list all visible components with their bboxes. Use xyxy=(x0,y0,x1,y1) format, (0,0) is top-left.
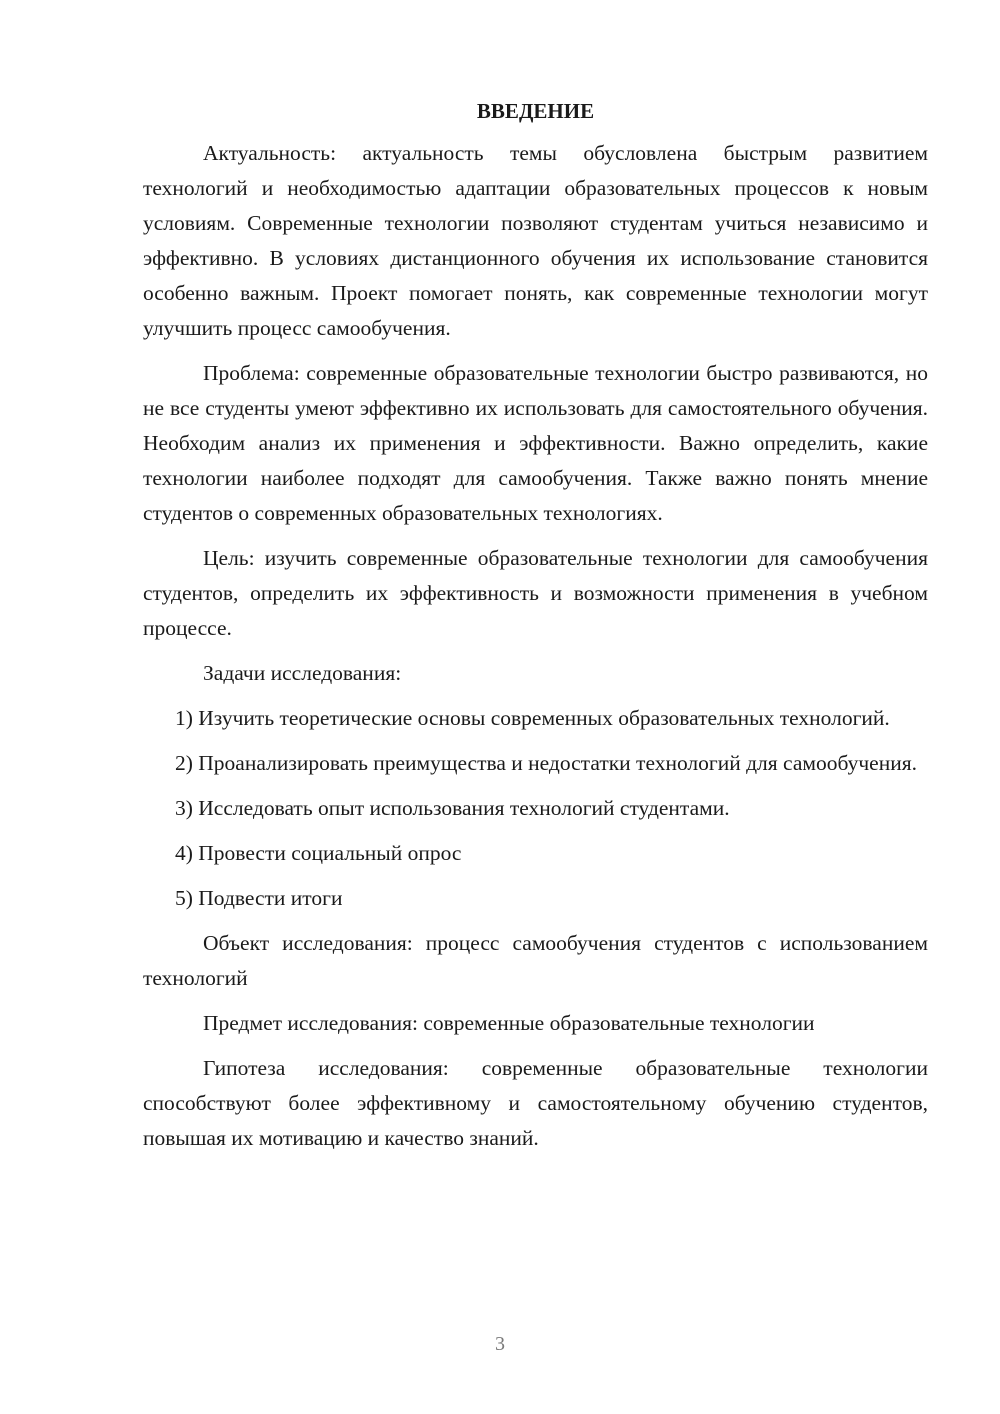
paragraph-hypothesis: Гипотеза исследования: современные образовательные технологии способствуют более эффективному и самостоятельному обучению студентов, повышая их мотивацию и качество знаний. xyxy=(143,1056,928,1150)
list-item: 2) Проанализировать преимущества и недостатки технологий для самообучения. xyxy=(175,751,918,775)
list-item: 5) Подвести итоги xyxy=(175,886,343,910)
list-item: 4) Провести социальный опрос xyxy=(175,841,462,865)
section-title: ВВЕДЕНИЕ xyxy=(476,99,595,123)
tasks-list xyxy=(143,701,928,916)
paragraph-relevance: Актуальность: актуальность темы обусловлена быстрым развитием технологий и необходимостью адаптации образовательных процессов к новым условиям. Современные технологии позволяют студентам учиться независимо и эффективно. В условиях дистанционного обучения их использование становится особенно важным. Проект помогает понять, как современные технологии могут улучшить процесс самообучения. xyxy=(143,141,928,340)
paragraph-goal: Цель: изучить современные образовательные технологии для самообучения студентов, определить их эффективность и возможности применения в учебном процессе. xyxy=(143,546,928,640)
page-number: 3 xyxy=(495,1333,505,1355)
document-page xyxy=(143,96,928,1166)
list-item: 1) Изучить теоретические основы современных образовательных технологий. xyxy=(175,706,890,730)
list-item: 3) Исследовать опыт использования технологий студентами. xyxy=(175,796,730,820)
paragraph-object: Объект исследования: процесс самообучения студентов с использованием технологий xyxy=(143,931,928,990)
paragraph-subject: Предмет исследования: современные образовательные технологии xyxy=(203,1011,815,1035)
paragraph-problem: Проблема: современные образовательные технологии быстро развиваются, но не все студенты умеют эффективно их использовать для самостоятельного обучения. Необходим анализ их применения и эффективности. Важно определить, какие технологии наиболее подходят для самообучения. Также важно понять мнение студентов о современных образовательных технологиях. xyxy=(143,361,928,525)
paragraph-tasks-heading: Задачи исследования: xyxy=(203,661,402,685)
